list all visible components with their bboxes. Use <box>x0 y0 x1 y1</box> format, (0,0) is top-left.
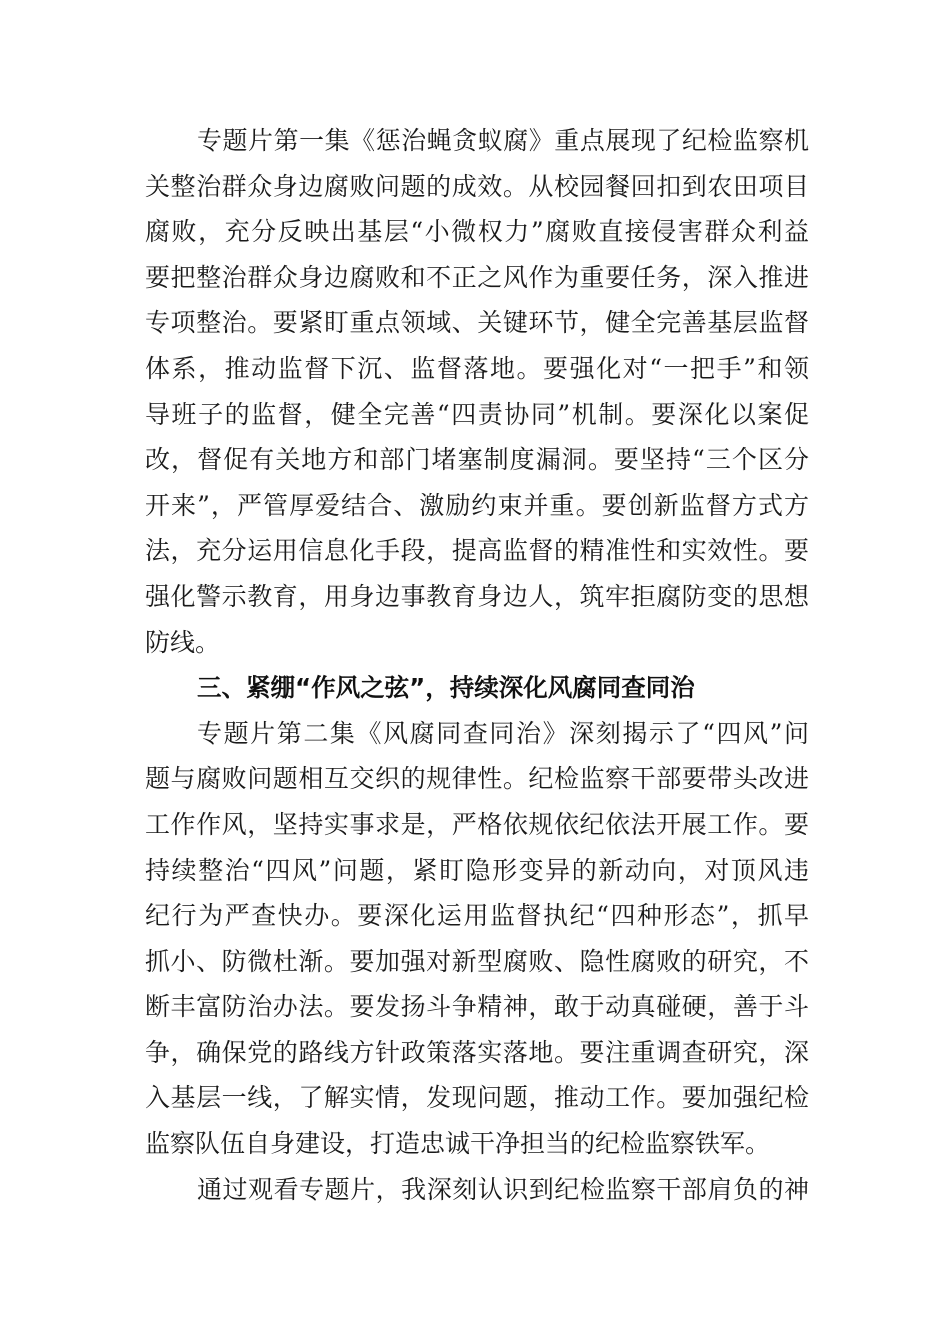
text-line: 腐败，充分反映出基层“小微权力”腐败直接侵害群众利益 <box>145 217 809 247</box>
text-line: 抓小、防微杜渐。要加强对新型腐败、隐性腐败的研究，不 <box>145 946 809 976</box>
text-line: 开来”，严管厚爱结合、激励约束并重。要创新监督方式方 <box>145 490 809 520</box>
paragraph-style-and-corruption <box>145 711 809 1167</box>
text-line: 改，督促有关地方和部门堵塞制度漏洞。要坚持“三个区分 <box>145 445 809 475</box>
document-body <box>145 118 809 1212</box>
text-line: 体系，推动监督下沉、监督落地。要强化对“一把手”和领 <box>145 353 809 383</box>
text-line: 持续整治“四风”问题，紧盯隐形变异的新动向，对顶风违 <box>145 855 809 885</box>
section-heading-3: 三、紧绷“作风之弦”，持续深化风腐同查同治 <box>197 673 695 703</box>
text-line: 专题片第一集《惩治蝇贪蚁腐》重点展现了纪检监察机 <box>197 126 809 155</box>
text-line: 断丰富防治办法。要发扬斗争精神，敢于动真碰硬，善于斗 <box>145 992 809 1022</box>
text-line: 题与腐败问题相互交织的规律性。纪检监察干部要带头改进 <box>145 764 809 794</box>
text-line: 专项整治。要紧盯重点领域、关键环节，健全完善基层监督 <box>145 308 809 338</box>
text-line: 关整治群众身边腐败问题的成效。从校园餐回扣到农田项目 <box>145 171 809 201</box>
text-line: 防线。 <box>145 627 221 657</box>
paragraph-punishing-petty-corruption <box>145 118 809 665</box>
text-line: 争，确保党的路线方针政策落实落地。要注重调查研究，深 <box>145 1037 809 1067</box>
text-line: 通过观看专题片，我深刻认识到纪检监察干部肩负的神 <box>197 1174 809 1204</box>
text-line: 工作作风，坚持实事求是，严格依规依纪依法开展工作。要 <box>145 809 809 839</box>
text-line: 强化警示教育，用身边事教育身边人，筑牢拒腐防变的思想 <box>145 581 809 611</box>
text-line: 纪行为严查快办。要深化运用监督执纪“四种形态”，抓早 <box>145 901 809 931</box>
paragraph-reflection <box>145 1167 809 1213</box>
text-line: 入基层一线，了解实情，发现问题，推动工作。要加强纪检 <box>145 1083 809 1113</box>
text-line: 法，充分运用信息化手段，提高监督的精准性和实效性。要 <box>145 536 809 566</box>
text-line: 专题片第二集《风腐同查同治》深刻揭示了“四风”问 <box>197 718 809 748</box>
text-line: 要把整治群众身边腐败和不正之风作为重要任务，深入推进 <box>145 262 809 292</box>
text-line: 导班子的监督，健全完善“四责协同”机制。要深化以案促 <box>145 399 809 429</box>
text-line: 监察队伍自身建设，打造忠诚干净担当的纪检监察铁军。 <box>145 1129 771 1159</box>
